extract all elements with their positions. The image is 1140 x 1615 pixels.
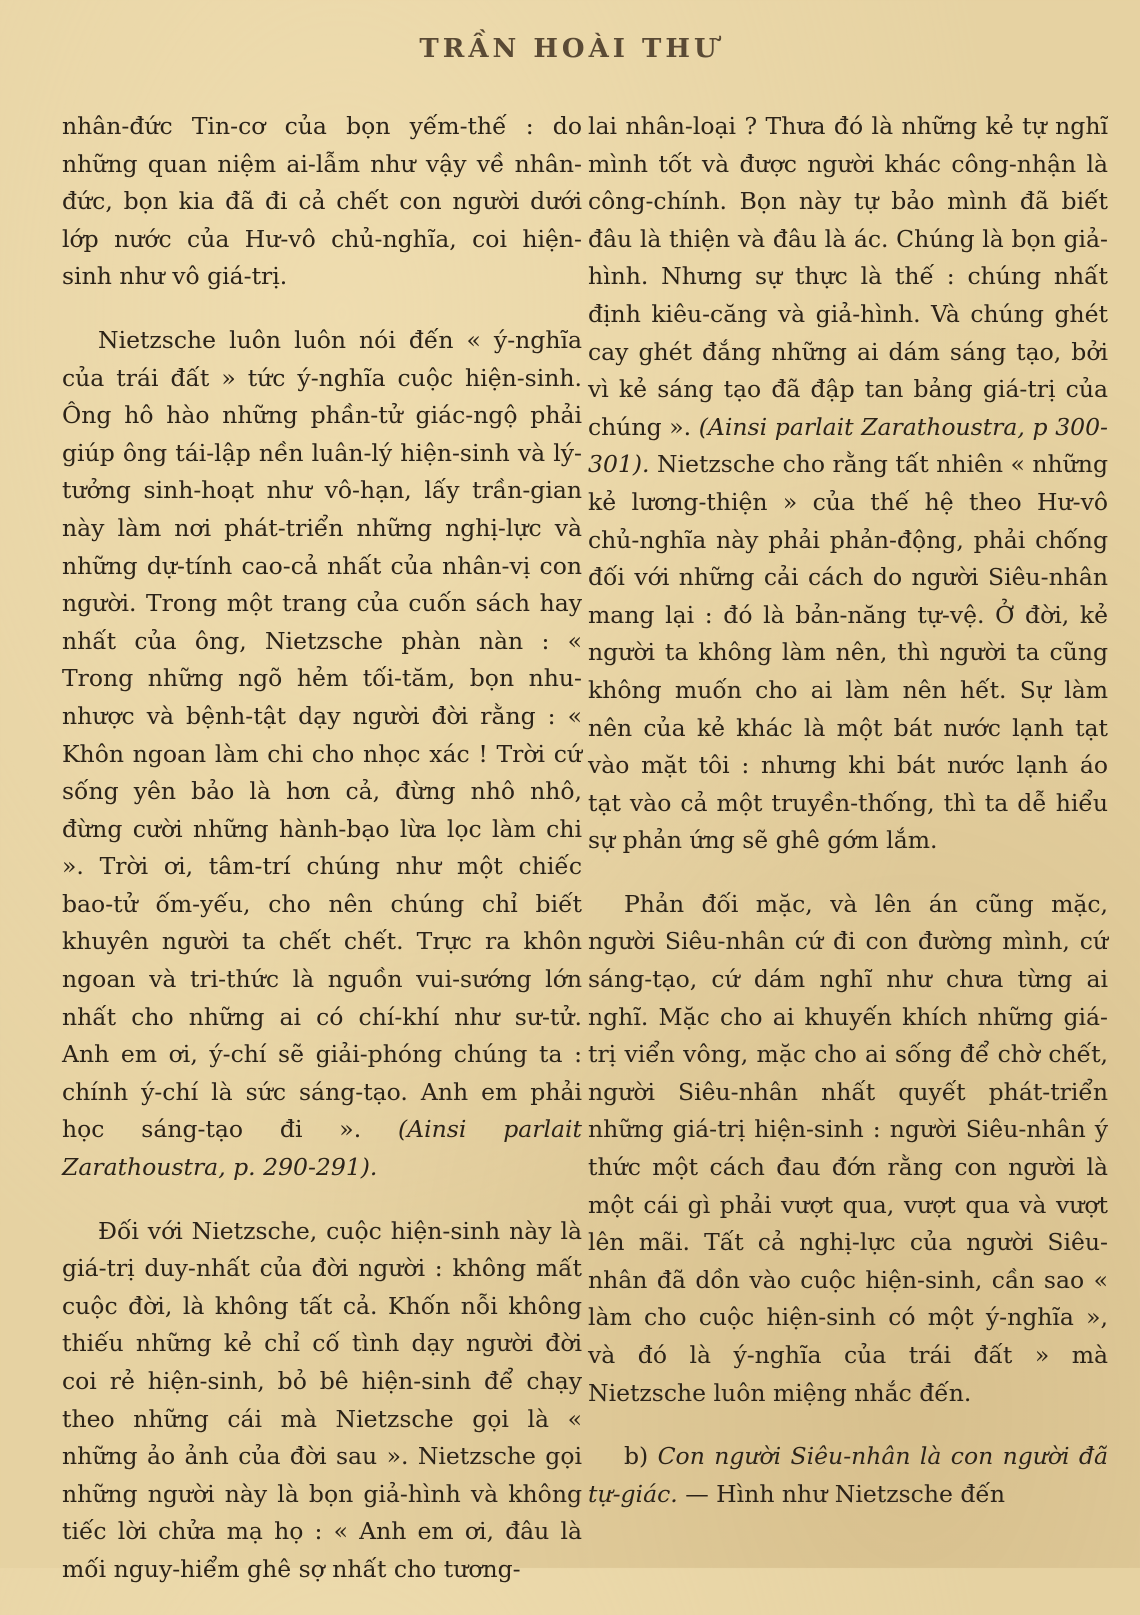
- right-paragraph-3: [588, 1438, 1108, 1513]
- citation-zarathoustra-300: (Ainsi parlait Zarathoustra, p 300-301).: [588, 412, 1108, 479]
- left-column: [62, 108, 582, 1615]
- right-column: [588, 108, 1108, 1539]
- left-paragraph-3: Đối với Nietzsche, cuộc hiện-sinh này là giá-trị duy-nhất của đời người : không mất cuộc đời, là không tất cả. Khốn nỗi không thiếu những kẻ chỉ cố tình dạy người đời coi rẻ hiện-sinh, bỏ bê hiện-sinh để chạy theo những cái mà Nietzsche gọi là « những ảo ảnh của đời sau ». Nietzsche gọi những người này là bọn giả-hình và không tiếc lời chửa mạ họ : « Anh em ơi, đâu là mối nguy-hiểm ghê sợ nhất cho tương-: [62, 1216, 582, 1583]
- running-header: TRẦN HOÀI THƯ: [419, 34, 721, 64]
- left-paragraph-2: [62, 322, 582, 1187]
- right-paragraph-1b: Nietzsche cho rằng tất nhiên « những kẻ lương-thiện » của thế hệ theo Hư-vô chủ-nghĩa này phải phản-động, phải chống đối với những cải cách do người Siêu-nhân mang lại : đó là bản-năng tự-vệ. Ở đời, kẻ người ta không làm nên, thì người ta cũng không muốn cho ai làm nên hết. Sự làm nên của kẻ khác là một bát nước lạnh tạt vào mặt tôi : nhưng khi bát nước lạnh áo tạt vào cả một truyền-thống, thì ta dễ hiểu sự phản ứng sẽ ghê gớm lắm.: [588, 450, 1108, 855]
- section-marker: b): [624, 1442, 649, 1471]
- right-paragraph-1: [588, 108, 1108, 860]
- left-paragraph-2-text: Nietzsche luôn luôn nói đến « ý-nghĩa của trái đất » tức ý-nghĩa cuộc hiện-sinh. Ông hô hào những phần-tử giác-ngộ phải giúp ông tái-lập nền luân-lý hiện-sinh và lý-tưởng sinh-hoạt như vô-hạn, lấy trần-gian này làm nơi phát-triển những nghị-lực và những dự-tính cao-cả nhất của nhân-vị con người. Trong một trang của cuốn sách hay nhất của ông, Nietzsche phàn nàn : « Trong những ngõ hẻm tối-tăm, bọn nhu-nhược và bệnh-tật dạy người đời rằng : « Khôn ngoan làm chi cho nhọc xác ! Trời cứ sống yên bảo là hơn cả, đừng nhô nhô, đừng cười những hành-bạo lừa lọc làm chi ». Trời ơi, tâm-trí chúng như một chiếc bao-tử ốm-yếu, cho nên chúng chỉ biết khuyên người ta chết chết. Trực ra khôn ngoan và tri-thức là nguồn vui-sướng lớn nhất cho những ai có chí-khí như sư-tử. Anh em ơi, ý-chí sẽ giải-phóng chúng ta : chính ý-chí là sức sáng-tạo. Anh em phải học sáng-tạo đi ».: [62, 325, 582, 1144]
- citation-zarathoustra-290: (Ainsi parlait Zarathoustra, p. 290-291).: [62, 1115, 582, 1182]
- right-paragraph-1a: lai nhân-loại ? Thưa đó là những kẻ tự nghĩ mình tốt và được người khác công-nhận là công-chính. Bọn này tự bảo mình đã biết đâu là thiện và đâu là ác. Chúng là bọn giả-hình. Nhưng sự thực là thế : chúng nhất định kiêu-căng và giả-hình. Và chúng ghét cay ghét đắng những ai dám sáng tạo, bởi vì kẻ sáng tạo đã đập tan bảng giá-trị của chúng ».: [588, 112, 1108, 441]
- left-paragraph-1: nhân-đức Tin-cơ của bọn yếm-thế : do những quan niệm ai-lẫm như vậy về nhân-đức, bọn kia đã đi cả chết con người dưới lớp nước của Hư-vô chủ-nghĩa, coi hiện-sinh như vô giá-trị.: [62, 112, 582, 291]
- right-paragraph-2: Phản đối mặc, và lên án cũng mặc, người Siêu-nhân cứ đi con đường mình, cứ sáng-tạo, cứ dám nghĩ như chưa từng ai nghĩ. Mặc cho ai khuyến khích những giá-trị viển vông, mặc cho ai sống để chờ chết, người Siêu-nhân nhất quyết phát-triển những giá-trị hiện-sinh : người Siêu-nhân ý thức một cách đau đớn rằng con người là một cái gì phải vượt qua, vượt qua và vượt lên mãi. Tất cả nghị-lực của người Siêu-nhân đã dồn vào cuộc hiện-sinh, cần sao « làm cho cuộc hiện-sinh có một ý-nghĩa », và đó là ý-nghĩa của trái đất » mà Nietzsche luôn miệng nhắc đến.: [588, 889, 1108, 1407]
- section-title: Con người Siêu-nhân là con người đã tự-giác.: [588, 1442, 1108, 1508]
- section-text: — Hình như Nietzsche đến: [677, 1479, 1005, 1508]
